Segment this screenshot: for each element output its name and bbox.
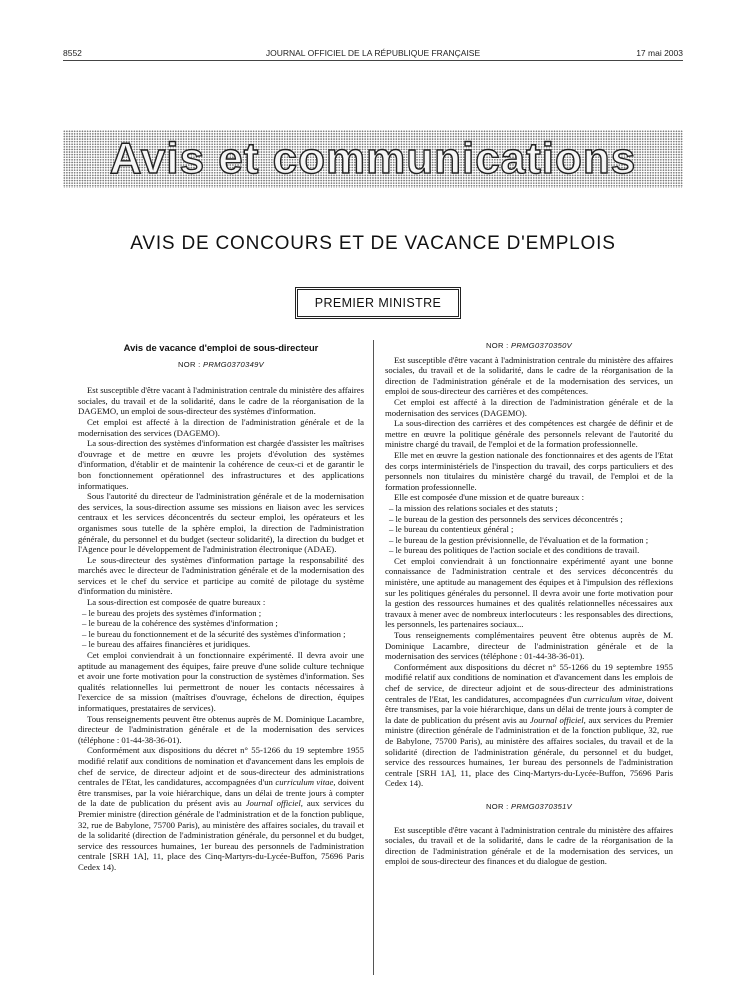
list-item: – la mission des relations sociales et des statuts ;	[389, 502, 558, 513]
paragraph: Elle est composée d'une mission et de quatre bureaux :	[394, 492, 584, 503]
paragraph: Cet emploi conviendrait à un fonctionnaire expérimenté. Il devra avoir une aptitude au management des équipes, faire preuve d'une solide culture technique et avoir une forte motivation pour la construction de systèmes d'information. Ses qualités relationnelles lui permettront de nouer les contacts nécessaires à l'exercice de sa mission (maîtrises d'ouvrage, échelons de direction, équipes informatiques, prestataires de services).	[78, 650, 364, 713]
paragraph: La sous-direction est composée de quatre bureaux :	[87, 597, 266, 608]
nor-reference: NOR : PRMG0370351V	[485, 801, 573, 811]
section-title: AVIS DE CONCOURS ET DE VACANCE D'EMPLOIS	[130, 233, 616, 254]
paragraph: Cet emploi est affecté à la direction de l'administration générale et de la modernisation des services (DAGEMO).	[385, 396, 673, 418]
paragraph: Tous renseignements peuvent être obtenus auprès de M. Dominique Lacambre, directeur de l'administration générale et de la modernisation des services (téléphone : 01-44-38-36-01).	[78, 713, 364, 745]
list-item: – le bureau des projets des systèmes d'information ;	[82, 607, 262, 618]
paragraph: Tous renseignements complémentaires peuvent être obtenus auprès de M. Dominique Lacambre, directeur de l'administration générale et de la modernisation des services (téléphone : 01-44-38-36-01).	[385, 630, 673, 662]
right-column	[385, 341, 673, 867]
list-item: – le bureau des politiques de l'action sociale et des conditions de travail.	[389, 545, 640, 556]
paragraph: Le sous-directeur des systèmes d'information partage la responsabilité des marchés avec le directeur de l'administration générale et de la modernisation des services et le chef du service et participe au comité de pilotage du système d'information du ministère.	[78, 554, 364, 597]
paragraph: Conformément aux dispositions du décret n° 55-1266 du 19 septembre 1955 modifié relatif aux conditions de nomination et d'avancement dans les emplois de chef de service, de directeur adjoint et de sous-directeur des administrations centrales de l'Etat, les candidatures, accompagnées d'un curriculum vitae, doivent être transmises, par la voie hiérarchique, dans un délai de trente jours à compter de la date de publication du présent avis au Journal officiel, aux services du Premier ministre (direction générale de l'administration et de la fonction publique, 32, rue de Babylone, 75700 Paris), au ministère des affaires sociales, du travail et de la solidarité (direction de l'administration générale, du personnel et du budget, service des ressources humaines, 1er bureau des personnels de l'administration centrale [SRH 1A], 11, place des Cinq-Martyrs-du-Lycée-Buffon, 75696 Paris Cedex 14).	[78, 745, 364, 872]
list-item: – le bureau de la gestion prévisionnelle, de l'évaluation et de la formation ;	[389, 534, 649, 545]
list-item: – le bureau du fonctionnement et de la sécurité des systèmes d'information ;	[82, 628, 346, 639]
paragraph: Est susceptible d'être vacant à l'administration centrale du ministère des affaires sociales, du travail et de la solidarité, dans le cadre de la réorganisation de la direction de l'administration générale et de la modernisation des services, un emploi de sous-directeur des carrières et des compétences.	[385, 354, 673, 397]
paragraph: Cet emploi est affecté à la direction de l'administration générale et de la modernisation des services (DAGEMO).	[78, 416, 364, 438]
list-item: – le bureau de la cohérence des systèmes d'information ;	[82, 618, 278, 629]
paragraph: Cet emploi conviendrait à un fonctionnaire expérimenté ayant une bonne connaissance de l'administration centrale et des services déconcentrés du ministère, une aptitude au management des équipes et à l'impulsion des réflexions sur les politiques générales du personnel. Il devra avoir une forte motivation pour la gestion des ressources humaines et des qualités relationnelles nécessaires aux travaux à mener avec de nombreux interlocuteurs : les responsables des directions, les personnels, les partenaires sociaux...	[385, 555, 673, 630]
paragraph: Est susceptible d'être vacant à l'administration centrale du ministère des affaires sociales, du travail et de la solidarité, dans le cadre de la réorganisation de la direction de l'administration générale et de la modernisation des services, un emploi de sous-directeur des finances et du dialogue de gestion.	[385, 824, 673, 867]
paragraph: Est susceptible d'être vacant à l'administration centrale du ministère des affaires sociales, du travail et de la solidarité, dans le cadre de la réorganisation de la DAGEMO, un emploi de sous-directeur des systèmes d'information.	[78, 385, 365, 417]
paragraph: Elle met en œuvre la gestion nationale des fonctionnaires et des agents de l'Etat des corps interministériels de l'inspection du travail, des corps particuliers et des personnels non titulaires du ministère chargé du travail, de l'emploi et de la formation professionnelle.	[385, 449, 673, 492]
list-item: – le bureau du contentieux général ;	[389, 524, 514, 535]
paragraph: Sous l'autorité du directeur de l'administration générale et de la modernisation des services, la sous-direction assume ses missions en liaison avec les services centraux et les services déconcentrés du secteur emploi, les opérateurs et les organismes sous tutelle de la sphère emploi, la direction de l'administration générale, du personnel et du budget (secteur solidarité), la direction du budget et l'Agence pour le développement de l'administration électronique (ADAE).	[78, 491, 364, 555]
header-rule	[63, 60, 683, 61]
notice-title: Avis de vacance d'emploi de sous-directeur	[123, 342, 319, 353]
paragraph: La sous-direction des systèmes d'information est chargée d'assister les maîtrises d'ouvrage et de mettre en œuvre les projets d'évolution des systèmes d'information, d'établir et de maintenir la cohérence de ceux-ci et de garantir le bon fonctionnement opérationnel des infrastructures et des applications informatiques.	[78, 438, 364, 491]
list-item: – le bureau de la gestion des personnels des services déconcentrés ;	[389, 513, 623, 524]
column-divider	[373, 340, 374, 975]
nor-reference: NOR : PRMG0370350V	[485, 341, 573, 350]
left-column	[78, 341, 364, 873]
running-header	[63, 48, 683, 62]
paragraph: La sous-direction des carrières et des compétences est chargée de définir et de mettre en œuvre la politique générale des personnels relevant de l'autorité du ministre chargé du travail, de l'emploi et de la formation professionnelle.	[385, 418, 673, 450]
journal-title: JOURNAL OFFICIEL DE LA RÉPUBLIQUE FRANÇAISE	[265, 48, 481, 58]
ministry-label: PREMIER MINISTRE	[314, 296, 442, 310]
paragraph: Conformément aux dispositions du décret n° 55-1266 du 19 septembre 1955 modifié relatif aux conditions de nomination et d'avancement dans les emplois de chef de service, de directeur adjoint et de sous-directeur des administrations centrales de l'Etat, les candidatures, accompagnées d'un curriculum vitae, doivent être transmises, par la voie hiérarchique, dans un délai de trente jours à compter de la date de publication du présent avis au Journal officiel, aux services du Premier ministre (direction générale de l'administration et de la fonction publique, 32, rue de Babylone, 75700 Paris), au ministère des affaires sociales, du travail et de la solidarité (direction de l'administration générale, du personnel et du budget, service des ressources humaines, 1er bureau des personnels de l'administration centrale [SRH 1A], 11, place des Cinq-Martyrs-du-Lycée-Buffon, 75696 Paris Cedex 14).	[385, 661, 673, 789]
list-item: – le bureau des affaires financières et juridiques.	[82, 639, 251, 650]
publication-date: 17 mai 2003	[636, 48, 683, 58]
page-number: 8552	[63, 48, 82, 58]
ministry-box	[297, 289, 459, 317]
nor-reference: NOR : PRMG0370349V	[177, 359, 265, 369]
banner-title: Avis et communications	[109, 134, 637, 183]
